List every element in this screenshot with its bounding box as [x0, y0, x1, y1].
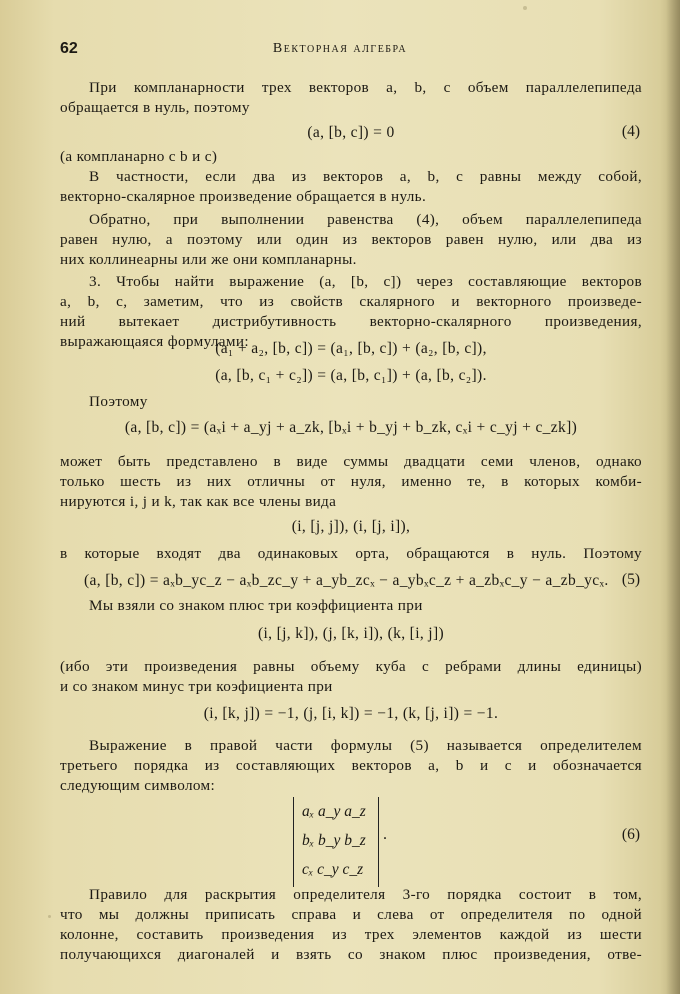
- paragraph-line: обращается в нуль, поэтому: [60, 99, 250, 116]
- paragraph-line: следующим символом:: [60, 777, 216, 794]
- paper-speck: [523, 6, 527, 10]
- equation-4: (a, [b, c]) = 0: [307, 124, 395, 141]
- determinant-row: aₓ a_y a_z: [302, 803, 366, 820]
- paragraph-line: В частности, если два из векторов a, b, c равны между собой,: [89, 168, 642, 185]
- paragraph-line: Выражение в правой части формулы (5) называется определителем: [89, 737, 642, 754]
- paragraph-line: них коллинеарны или же они компланарны.: [60, 251, 357, 268]
- paragraph-line: a, b, c, заметим, что из свойств скалярного и векторного произведе-: [60, 293, 642, 310]
- paragraph-line: нируются i, j и k, так как все члены вида: [60, 493, 337, 510]
- determinant-matrix: [293, 797, 379, 887]
- equation-number-5: (5): [621, 571, 640, 588]
- equation-number-4: (4): [621, 123, 640, 140]
- paragraph-line: может быть представлено в виде суммы двадцати семи членов, однако: [60, 453, 642, 470]
- paragraph-line: и со знаком минус три коэфициента при: [60, 678, 333, 695]
- paragraph-line: векторно-скалярное произведение обращается в нуль.: [60, 188, 427, 205]
- equation-distributivity-1: (a₁ + a₂, [b, c]) = (a₁, [b, c]) + (a₂, [b, c]),: [215, 340, 487, 357]
- paragraph-line: только шесть из них отличны от нуля, именно те, в которых комби-: [60, 473, 642, 490]
- paragraph-line: Поэтому: [89, 393, 148, 410]
- page-number: 62: [60, 40, 78, 57]
- paragraph-line: 3. Чтобы найти выражение (a, [b, c]) через составляющие векторов: [89, 273, 642, 290]
- paragraph-line: При компланарности трех векторов a, b, c объем параллелепипеда: [89, 79, 642, 96]
- equation-distributivity-2: (a, [b, c₁ + c₂]) = (a, [b, c₁]) + (a, [b, c₂]).: [215, 367, 487, 384]
- paragraph-line: колонне, составить произведения из трех элементов каждой из шести: [60, 926, 642, 943]
- paragraph-line: третьего порядка из составляющих векторов a, b и c и обозначается: [60, 757, 642, 774]
- determinant-period: .: [383, 826, 387, 843]
- paragraph-line: Мы взяли со знаком плюс три коэффициента при: [89, 597, 423, 614]
- paragraph-line: равен нулю, а поэтому или один из векторов равен нулю, или два из: [60, 231, 642, 248]
- paragraph-line: получающихся диагоналей и взять со знаком плюс произведения, отве-: [60, 946, 642, 963]
- paragraph-line: что мы должны приписать справа и слева от определителя по одной: [60, 906, 642, 923]
- paper-speck: [48, 915, 51, 918]
- paragraph-line: (a компланарно с b и c): [60, 148, 218, 165]
- determinant-row: cₓ c_y c_z: [302, 861, 364, 878]
- equation-5: (a, [b, c]) = aₓb_yc_z − aₓb_zc_y + a_yb_zcₓ − a_ybₓc_z + a_zbₓc_y − a_zb_ycₓ.: [84, 572, 609, 589]
- paragraph-line: Обратно, при выполнении равенства (4), объем параллелепипеда: [89, 211, 642, 228]
- equation-expansion: (a, [b, c]) = (aₓi + a_yj + a_zk, [bₓi + b_yj + b_zk, cₓi + c_yj + c_zk]): [124, 419, 578, 436]
- paragraph-line: в которые входят два одинаковых орта, обращаются в нуль. Поэтому: [60, 545, 642, 562]
- determinant-row: bₓ b_y b_z: [302, 832, 366, 849]
- equation-number-6: (6): [621, 826, 640, 843]
- paragraph-line: выражающаяся формулами:: [60, 333, 249, 350]
- page-edge-shadow: [666, 0, 680, 994]
- paragraph-line: ний вытекает дистрибутивность векторно-скалярного произведения,: [60, 313, 642, 330]
- equation-minus-terms: (i, [k, j]) = −1, (j, [i, k]) = −1, (k, [j, i]) = −1.: [203, 705, 499, 722]
- paragraph-line: (ибо эти произведения равны объему куба с ребрами длины единицы): [60, 658, 642, 675]
- equation-zero-terms: (i, [j, j]), (i, [j, i]),: [291, 518, 411, 535]
- running-title: Векторная алгебра: [272, 41, 408, 56]
- equation-plus-terms: (i, [j, k]), (j, [k, i]), (k, [i, j]): [258, 625, 444, 642]
- paragraph-line: Правило для раскрытия определителя 3-го порядка состоит в том,: [89, 886, 642, 903]
